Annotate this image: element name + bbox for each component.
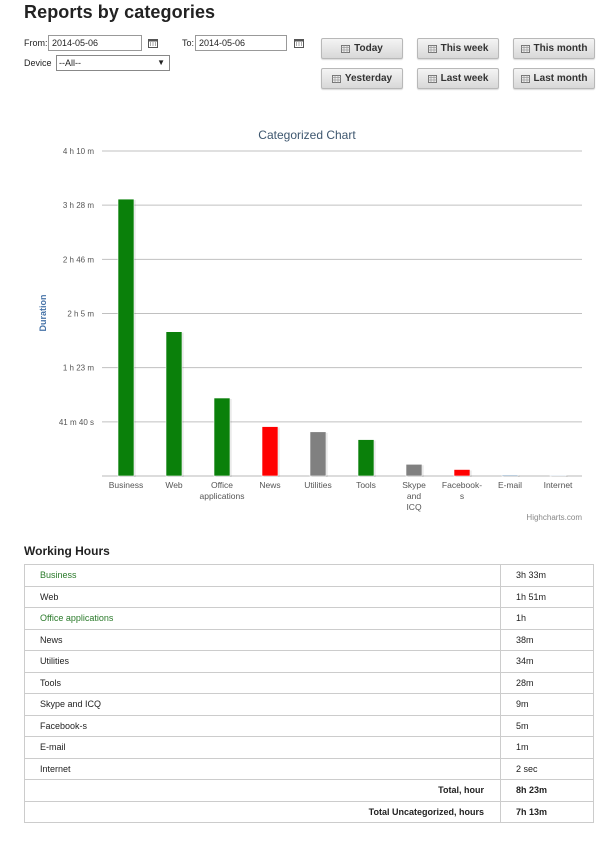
table-row [25,586,594,608]
bar [166,332,182,476]
duration-cell: 1m [501,737,594,759]
bar [550,475,566,476]
bar [358,440,374,476]
duration-cell: 1h 51m [501,586,594,608]
duration-cell: 38m [501,629,594,651]
last-week-label: Last week [440,73,489,84]
x-tick-label: Internet [543,480,573,490]
category-name-cell: Internet [25,758,501,780]
bar [214,398,230,476]
duration-cell: 9m [501,694,594,716]
category-name-cell: Facebook-s [25,715,501,737]
y-tick-label: 2 h 5 m [67,309,94,319]
y-axis-title: Duration [38,294,48,332]
uncategorized-total-row-value: 7h 13m [501,801,594,823]
x-tick-label: Business [108,480,144,490]
duration-cell: 5m [501,715,594,737]
page-title: Reports by categories [24,2,216,22]
x-tick-label: Tools [356,480,376,490]
this-month-label: This month [533,43,588,54]
y-tick-label: 1 h 23 m [62,363,94,373]
bar [262,427,278,476]
duration-cell: 2 sec [501,758,594,780]
x-tick-label: News [259,480,281,490]
dropdown-arrow-icon: ▼ [157,58,165,67]
y-tick-label: 4 h 10 m [62,147,94,156]
last-month-label: Last month [533,73,588,84]
calendar-icon [521,45,530,53]
device-select-value: --All-- [59,58,81,68]
total-row-value: 8h 23m [501,780,594,802]
table-row [25,608,594,630]
category-name-cell: Business [25,565,501,587]
table-row [25,694,594,716]
from-calendar-icon[interactable] [148,39,158,48]
x-tick-label: Web [165,480,183,490]
category-name-cell: E-mail [25,737,501,759]
x-tick-label: ICQ [406,502,422,512]
calendar-icon [428,75,437,83]
table-row [25,672,594,694]
table-row [25,737,594,759]
today-label: Today [354,43,383,54]
last-month-button[interactable] [513,68,595,89]
bar [454,470,470,477]
x-tick-label: s [459,491,465,501]
x-tick-label: E-mail [497,480,523,490]
x-tick-label: applications [199,491,245,501]
table-row [25,758,594,780]
y-tick-label: 3 h 28 m [62,201,94,211]
x-tick-label: Facebook- [441,480,483,490]
calendar-icon [341,45,350,53]
this-month-button[interactable] [513,38,595,59]
category-name-cell: Utilities [25,651,501,673]
chart-credits: Highcharts.com [526,513,582,522]
bar [310,432,326,476]
to-label: To: [182,38,195,48]
yesterday-button[interactable] [321,68,403,89]
calendar-icon [428,45,437,53]
bar-shadow [552,476,568,477]
device-select[interactable] [56,55,170,71]
x-tick-label: Office [210,480,234,490]
chart-title: Categorized Chart [258,128,356,142]
from-date-input[interactable]: 2014-05-06 [48,35,142,51]
table-row [25,715,594,737]
x-tick-label: Skype [402,480,426,490]
y-tick-label: 41 m 40 s [58,417,94,427]
bar [502,475,518,476]
uncategorized-total-row-label: Total Uncategorized, hours [25,801,501,823]
today-button[interactable] [321,38,403,59]
this-week-label: This week [440,43,489,54]
duration-cell: 3h 33m [501,565,594,587]
from-label: From: [24,38,48,48]
yesterday-label: Yesterday [344,73,393,84]
bar [406,464,422,476]
calendar-icon [521,75,530,83]
total-row [25,780,594,802]
working-hours-table [24,564,594,823]
x-tick-label: and [406,491,422,501]
table-row [25,565,594,587]
duration-cell: 1h [501,608,594,630]
this-week-button[interactable] [417,38,499,59]
duration-cell: 28m [501,672,594,694]
working-hours-title: Working Hours [24,544,110,558]
categorized-chart [0,118,606,528]
to-calendar-icon[interactable] [294,39,304,48]
uncategorized-total-row [25,801,594,823]
category-name-cell: News [25,629,501,651]
y-tick-label: 2 h 46 m [62,255,94,265]
table-row [25,629,594,651]
to-date-input[interactable]: 2014-05-06 [195,35,287,51]
category-name-cell: Web [25,586,501,608]
device-label: Device [24,58,52,68]
last-week-button[interactable] [417,68,499,89]
chart-svg [0,118,606,528]
calendar-icon [332,75,341,83]
category-name-cell: Skype and ICQ [25,694,501,716]
category-name-cell: Office applications [25,608,501,630]
bar [118,199,134,476]
x-tick-label: Utilities [304,480,332,490]
total-row-label: Total, hour [25,780,501,802]
table-row [25,651,594,673]
duration-cell: 34m [501,651,594,673]
category-name-cell: Tools [25,672,501,694]
